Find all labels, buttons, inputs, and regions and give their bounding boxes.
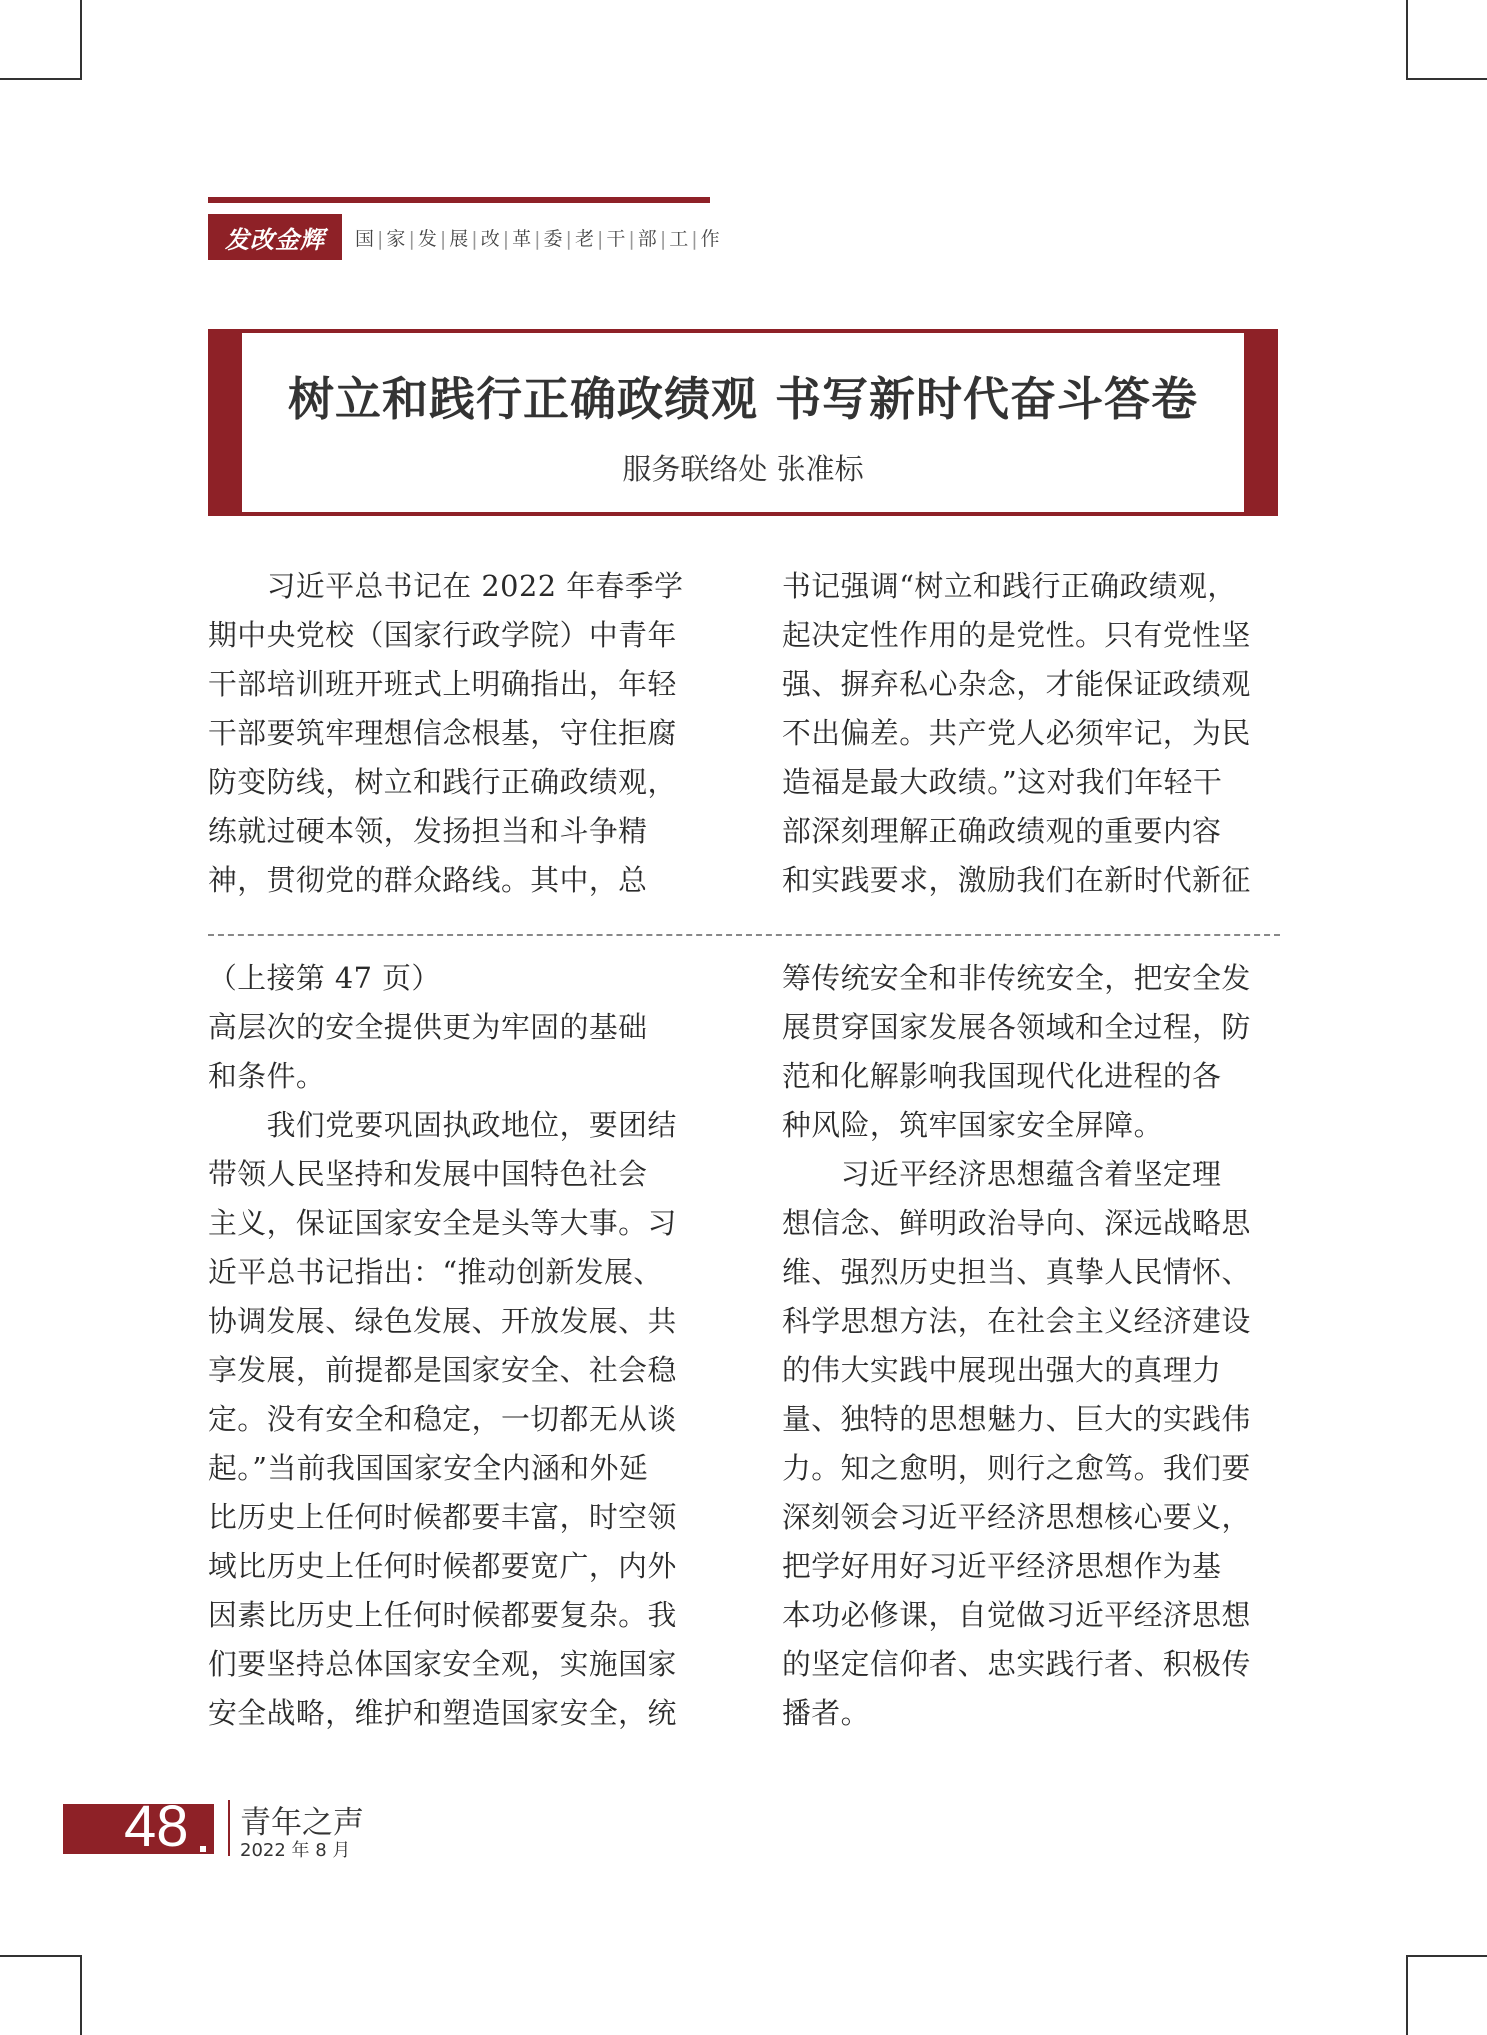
department-char: 部 (637, 228, 657, 250)
department-char: 干 (606, 228, 626, 250)
issue-date: 2022 年 8 月 (240, 1840, 351, 1861)
separator: | (628, 228, 635, 250)
text-line: 把学好用好习近平经济思想作为基 (782, 1549, 1222, 1583)
text-line: 练就过硬本领，发扬担当和斗争精 (208, 814, 648, 848)
text-line: 定。没有安全和稳定，一切都无从谈 (208, 1402, 677, 1436)
article-title: 树立和践行正确政绩观 书写新时代奋斗答卷 (287, 372, 1198, 426)
text-line: 部深刻理解正确政绩观的重要内容 (782, 814, 1222, 848)
page-number: 48 (124, 1794, 189, 1859)
text-line: 范和化解影响我国现代化进程的各 (782, 1059, 1222, 1093)
text-line: 本功必修课，自觉做习近平经济思想 (782, 1598, 1251, 1632)
text-line: 近平总书记指出：“推动创新发展、 (208, 1255, 663, 1289)
title-box (208, 329, 1278, 516)
text-line: 习近平经济思想蕴含着坚定理 (782, 1157, 1222, 1191)
text-line: 主义，保证国家安全是头等大事。习 (208, 1206, 677, 1240)
text-line: 期中央党校（国家行政学院）中青年 (208, 618, 677, 652)
text-line: 习近平总书记在 2022 年春季学 (208, 569, 684, 603)
text-line: 强、摒弃私心杂念，才能保证政绩观 (782, 667, 1251, 701)
text-line: 想信念、鲜明政治导向、深远战略思 (782, 1206, 1251, 1240)
text-line: 力。知之愈明，则行之愈笃。我们要 (782, 1451, 1251, 1485)
text-line: 带领人民坚持和发展中国特色社会 (208, 1157, 648, 1191)
text-line: 起决定性作用的是党性。只有党性坚 (782, 618, 1251, 652)
text-line: 们要坚持总体国家安全观，实施国家 (208, 1647, 677, 1681)
crop-mark (80, 0, 82, 80)
article-author: 服务联络处 张准标 (622, 452, 864, 486)
department-char: 工 (669, 228, 689, 250)
text-line: 域比历史上任何时候都要宽广，内外 (208, 1549, 677, 1583)
department-char: 家 (386, 228, 406, 250)
separator: | (408, 228, 415, 250)
text-line: 干部培训班开班式上明确指出，年轻 (208, 667, 677, 701)
crop-mark (1406, 1955, 1487, 1957)
title-box-inner (242, 333, 1244, 512)
crop-mark (0, 78, 80, 80)
crop-mark (1406, 78, 1487, 80)
text-line: 协调发展、绿色发展、开放发展、共 (208, 1304, 677, 1338)
text-line: 不出偏差。共产党人必须牢记，为民 (782, 716, 1251, 750)
department-char: 改 (480, 228, 500, 250)
text-line: 书记强调“树立和践行正确政绩观， (782, 569, 1237, 603)
separator: | (439, 228, 447, 250)
article-column-right (782, 562, 1280, 905)
text-line: 安全战略，维护和塑造国家安全，统 (208, 1696, 677, 1730)
text-line: 和实践要求，激励我们在新时代新征 (782, 863, 1251, 897)
text-line: 比历史上任何时候都要丰富，时空领 (208, 1500, 677, 1534)
text-line: 量、独特的思想魅力、巨大的实践伟 (782, 1402, 1251, 1436)
text-line: 造福是最大政绩。”这对我们年轻干 (782, 765, 1223, 799)
separator: | (534, 228, 541, 250)
text-line: 维、强烈历史担当、真挚人民情怀、 (782, 1255, 1251, 1289)
text-line: 展贯穿国家发展各领域和全过程，防 (782, 1010, 1251, 1044)
footer-divider (228, 1800, 230, 1856)
header-rule (208, 197, 710, 203)
department-char: 委 (543, 228, 563, 250)
article-column-left (208, 562, 706, 905)
column-brand-logo: 发改金辉 (208, 214, 342, 260)
department-char: 展 (449, 228, 469, 250)
continued-left-lines (208, 1003, 706, 1738)
text-line: 防变防线，树立和践行正确政绩观， (208, 765, 677, 799)
text-line: 的伟大实践中展现出强大的真理力 (782, 1353, 1222, 1387)
text-line: 和条件。 (208, 1059, 326, 1093)
magazine-name: 青年之声 (240, 1805, 364, 1841)
text-line: 神，贯彻党的群众路线。其中，总 (208, 863, 648, 897)
text-line: 筹传统安全和非传统安全，把安全发 (782, 961, 1251, 995)
crop-mark (0, 1955, 80, 1957)
text-line: 种风险，筑牢国家安全屏障。 (782, 1108, 1163, 1142)
text-line: 享发展，前提都是国家安全、社会稳 (208, 1353, 677, 1387)
continued-note: （上接第 47 页） (208, 961, 441, 995)
department-name (352, 224, 723, 251)
text-line: 因素比历史上任何时候都要复杂。我 (208, 1598, 677, 1632)
continued-column-left (208, 954, 706, 1738)
continued-column-right (782, 954, 1280, 1738)
separator: | (596, 228, 604, 250)
department-char: 国 (355, 228, 375, 250)
separator: | (565, 228, 572, 250)
crop-mark (1406, 0, 1408, 80)
text-line: 高层次的安全提供更为牢固的基础 (208, 1010, 648, 1044)
text-line: 的坚定信仰者、忠实践行者、积极传 (782, 1647, 1251, 1681)
page-number-dot (200, 1846, 206, 1852)
separator: | (691, 228, 698, 250)
department-char: 发 (417, 228, 437, 250)
separator: | (377, 228, 384, 250)
department-char: 老 (574, 228, 594, 250)
text-line: 播者。 (782, 1696, 870, 1730)
department-char: 革 (512, 228, 532, 250)
text-line: 科学思想方法，在社会主义经济建设 (782, 1304, 1251, 1338)
text-line: 起。”当前我国国家安全内涵和外延 (208, 1451, 649, 1485)
section-divider (208, 934, 1280, 936)
text-line: 深刻领会习近平经济思想核心要义， (782, 1500, 1251, 1534)
crop-mark (1406, 1955, 1408, 2035)
department-char: 作 (700, 228, 720, 250)
separator: | (471, 228, 478, 250)
text-line: 我们党要巩固执政地位，要团结 (208, 1108, 677, 1142)
crop-mark (80, 1955, 82, 2035)
text-line: 干部要筑牢理想信念根基，守住拒腐 (208, 716, 677, 750)
separator: | (659, 228, 667, 250)
separator: | (502, 228, 510, 250)
